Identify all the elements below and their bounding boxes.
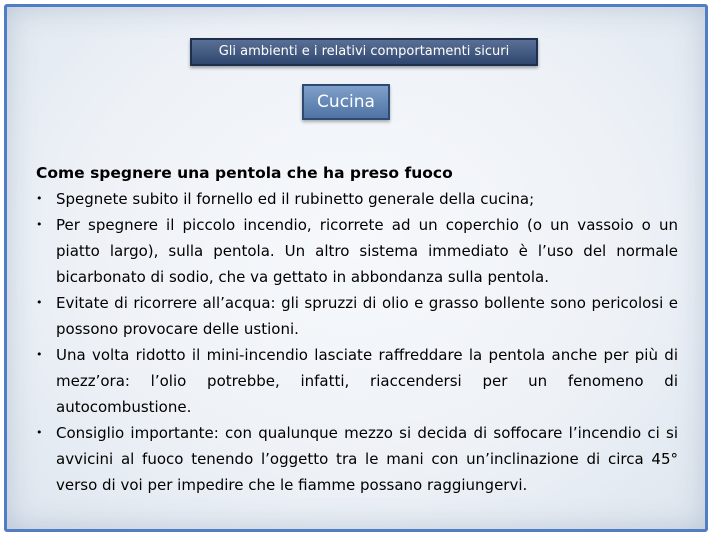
bullet-list [36, 186, 678, 498]
bullet-icon: • [36, 218, 43, 231]
content-area [36, 160, 678, 498]
header-title: Gli ambienti e i relativi comportamenti sicuri [190, 38, 538, 66]
list-item [36, 290, 678, 342]
bullet-text: Consiglio importante: con qualunque mezzo si decida di soffocare l’incendio ci si avvicini al fuoco tenendo l’oggetto tra le mani con un’inclinazione di circa 45° verso di voi per impedire che le fiamme possano raggiungervi. [56, 424, 678, 494]
list-item [36, 420, 678, 498]
bullet-icon: • [36, 192, 43, 205]
bullet-icon: • [36, 426, 43, 439]
bullet-icon: • [36, 348, 43, 361]
list-item [36, 212, 678, 290]
bullet-text: Spegnete subito il fornello ed il rubinetto generale della cucina; [56, 190, 535, 208]
list-item [36, 186, 678, 212]
bullet-text: Per spegnere il piccolo incendio, ricorrete ad un coperchio (o un vassoio o un piatto largo), sulla pentola. Un altro sistema immediato è l’uso del normale bicarbonato di sodio, che va gettato in abbondanza sulla pentola. [56, 216, 678, 286]
bullet-text: Evitate di ricorrere all’acqua: gli spruzzi di olio e grasso bollente sono pericolosi e possono provocare delle ustioni. [56, 294, 678, 338]
bullet-icon: • [36, 296, 43, 309]
bullet-text: Una volta ridotto il mini-incendio lasciate raffreddare la pentola anche per più di mezz’ora: l’olio potrebbe, infatti, riaccendersi per un fenomeno di autocombustione. [56, 346, 678, 416]
list-item [36, 342, 678, 420]
section-label: Cucina [302, 84, 390, 120]
content-heading: Come spegnere una pentola che ha preso fuoco [36, 164, 453, 182]
